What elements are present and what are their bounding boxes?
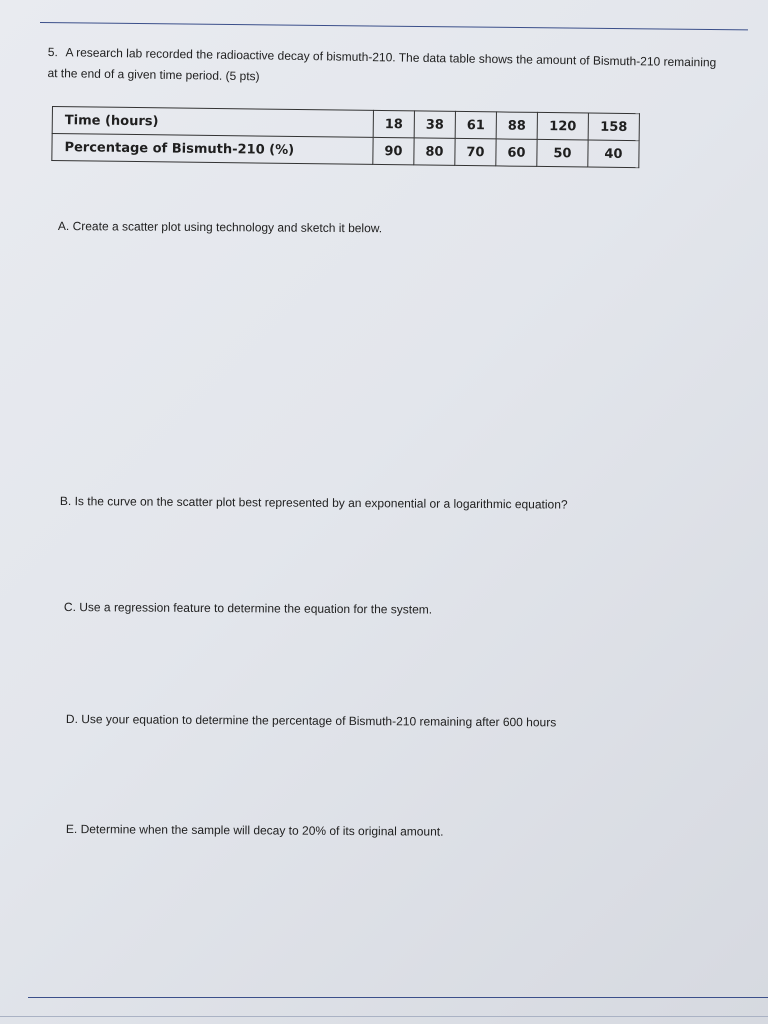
- percentage-row: [52, 134, 639, 168]
- time-cell: 158: [588, 113, 639, 141]
- time-cell: 120: [537, 112, 588, 140]
- percentage-cell: 60: [496, 139, 537, 166]
- question-c: C. Use a regression feature to determine the equation for the system.: [63, 600, 433, 617]
- percentage-cell: 80: [414, 138, 455, 165]
- question-d: D. Use your equation to determine the percentage of Bismuth-210 remaining after 600 hours: [65, 712, 557, 730]
- problem-intro: A research lab recorded the radioactive decay of bismuth-210. The data table shows the amount of Bismuth-210 remaining at the end of a given time period. (5 pts): [47, 45, 717, 84]
- data-table: [51, 106, 640, 168]
- question-e: E. Determine when the sample will decay to 20% of its original amount.: [65, 822, 444, 839]
- percentage-cell: 70: [455, 138, 496, 165]
- time-label: Time (hours): [52, 107, 373, 138]
- bottom-rule-faint: [0, 1016, 768, 1017]
- percentage-cell: 50: [537, 139, 588, 167]
- top-rule: [40, 22, 748, 30]
- bottom-rule: [28, 997, 768, 998]
- problem-number: 5.: [47, 44, 58, 60]
- percentage-cell: 40: [588, 140, 639, 168]
- time-cell: 88: [496, 112, 537, 139]
- percentage-cell: 90: [373, 137, 414, 164]
- time-cell: 18: [373, 110, 414, 137]
- question-b: B. Is the curve on the scatter plot best represented by an exponential or a logarithmic equation?: [59, 494, 568, 512]
- problem-statement: [47, 42, 718, 95]
- percentage-label: Percentage of Bismuth-210 (%): [52, 134, 373, 165]
- time-cell: 61: [455, 111, 496, 138]
- question-a: A. Create a scatter plot using technology and sketch it below.: [57, 219, 383, 236]
- time-cell: 38: [414, 111, 455, 138]
